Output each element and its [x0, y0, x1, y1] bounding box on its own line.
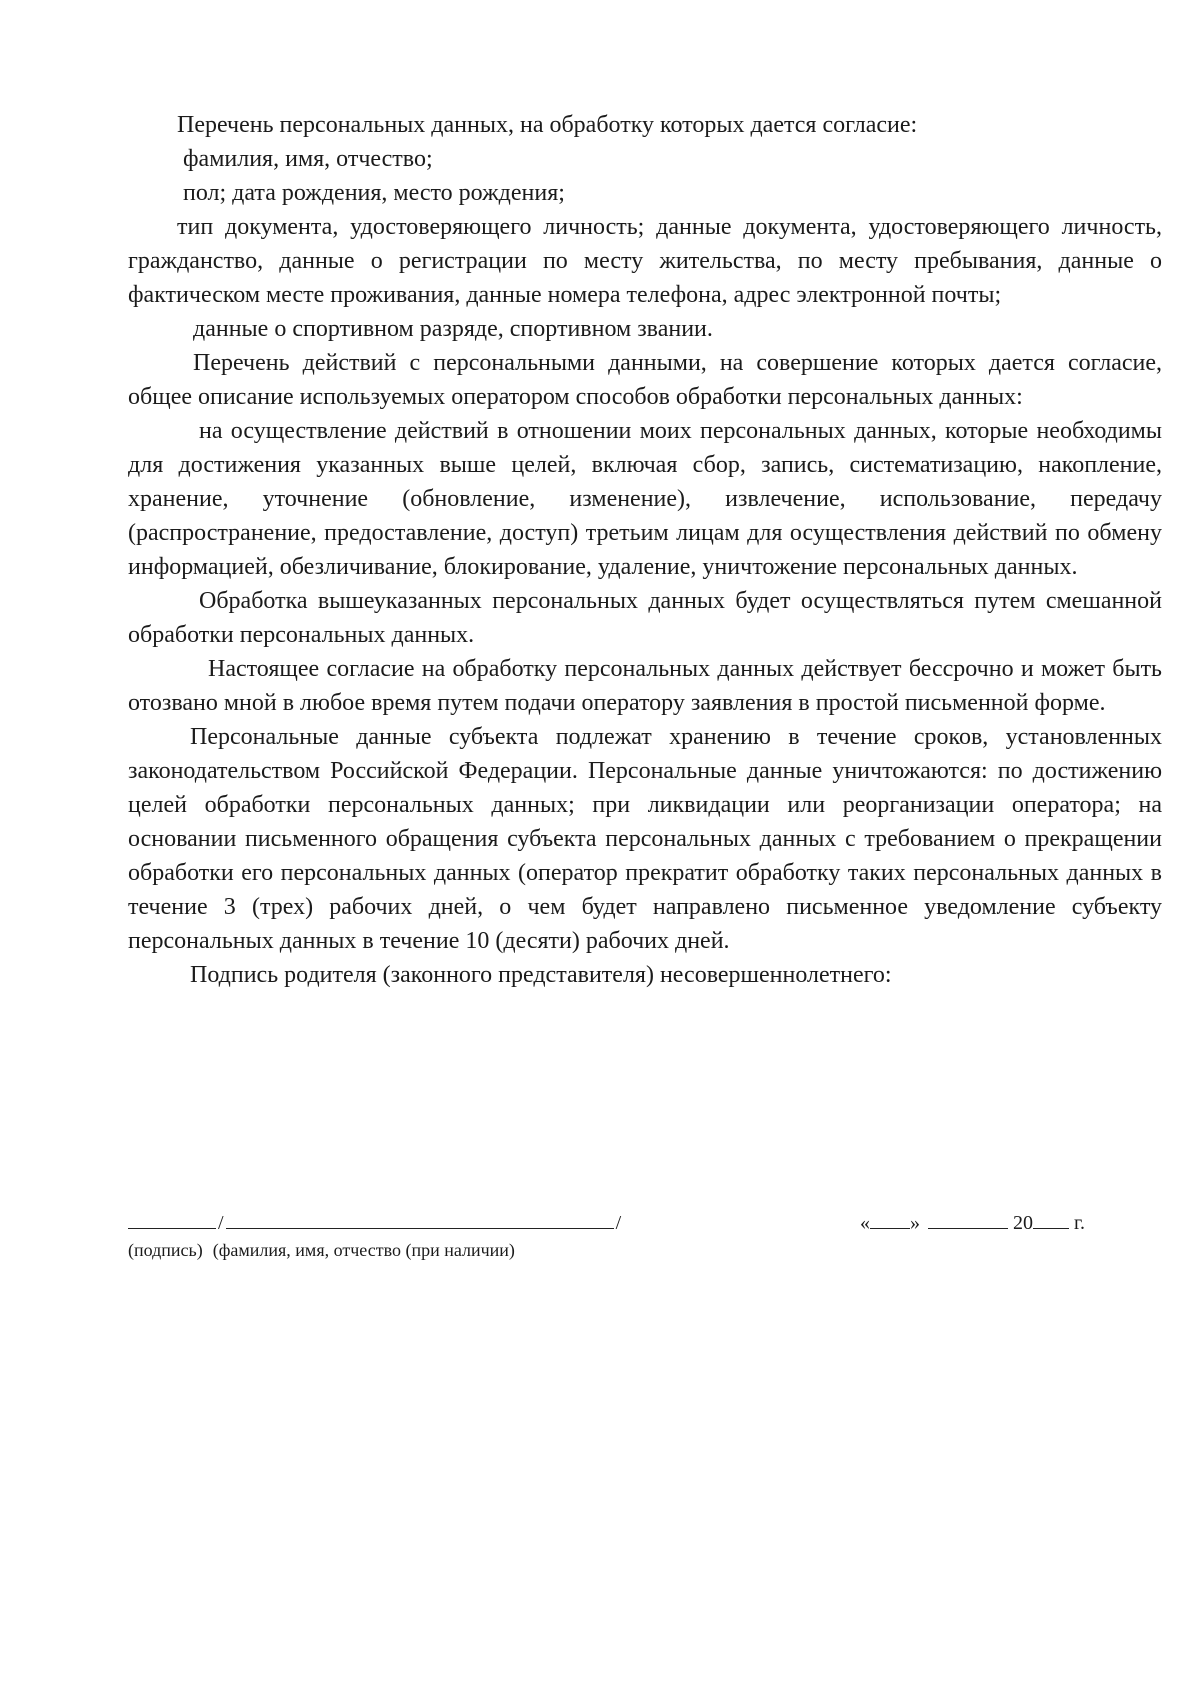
- paragraph-actions-list: на осуществление действий в отношении моих персональных данных, которые необходимы для достижения указанных выше целей, включая сбор, запись, систематизацию, накопление, хранение, уточнение (обновление, изменение), извлечение, использование, передачу (распространение, предоставление, доступ) третьим лицам для осуществления действий по обмену информацией, обезличивание, блокирование, удаление, уничтожение персональных данных.: [128, 418, 1162, 580]
- consent-text: [128, 108, 1162, 992]
- caption-full-name: (фамилия, имя, отчество (при наличии): [212, 1240, 515, 1260]
- full-name-blank[interactable]: [226, 1208, 614, 1229]
- signature-caption: [128, 1238, 515, 1262]
- paragraph-storage-terms: Персональные данные субъекта подлежат хранению в течение сроков, установленных законодательством Российской Федерации. Персональные данные уничтожаются: по достижению целей обработки персональных данных; при ликвидации или реорганизации оператора; на основании письменного обращения субъекта персональных данных с требованием о прекращении обработки его персональных данных (оператор прекратит обработку таких персональных данных в течение 3 (трех) рабочих дней, о чем будет направлено письменное уведомление субъекту персональных данных в течение 10 (десяти) рабочих дней.: [128, 724, 1162, 954]
- paragraph-data-list-heading: Перечень персональных данных, на обработку которых дается согласие:: [177, 112, 918, 138]
- date-fields: [860, 1208, 1085, 1237]
- caption-signature: (подпись): [128, 1240, 203, 1260]
- date-close-quote: »: [910, 1212, 920, 1234]
- name-separator: /: [615, 1212, 622, 1234]
- year-prefix: 20: [1013, 1212, 1033, 1234]
- signature-blank[interactable]: [128, 1208, 216, 1229]
- year-blank[interactable]: [1033, 1208, 1069, 1229]
- signature-fields: [128, 1208, 623, 1237]
- paragraph-identity-document: тип документа, удостоверяющего личность; данные документа, удостоверяющего личность, гражданство, данные о регистрации по месту жительства, по месту пребывания, данные о фактическом месте проживания, данные номера телефона, адрес электронной почты;: [128, 214, 1162, 308]
- paragraph-full-name: фамилия, имя, отчество;: [183, 146, 433, 172]
- year-suffix: г.: [1074, 1212, 1085, 1234]
- paragraph-consent-validity: Настоящее согласие на обработку персональных данных действует бессрочно и может быть отозвано мной в любое время путем подачи оператору заявления в простой письменной форме.: [128, 656, 1162, 716]
- month-blank[interactable]: [928, 1208, 1008, 1229]
- paragraph-gender-birth: пол; дата рождения, место рождения;: [183, 180, 565, 206]
- paragraph-processing-method: Обработка вышеуказанных персональных данных будет осуществляться путем смешанной обработки персональных данных.: [128, 588, 1162, 648]
- paragraph-actions-heading: Перечень действий с персональными данными, на совершение которых дается согласие, общее описание используемых оператором способов обработки персональных данных:: [128, 350, 1162, 410]
- paragraph-signature-heading: Подпись родителя (законного представителя) несовершеннолетнего:: [190, 962, 892, 988]
- date-open-quote: «: [860, 1212, 870, 1234]
- paragraph-sports-rank: данные о спортивном разряде, спортивном звании.: [193, 316, 713, 342]
- signature-separator: /: [218, 1212, 224, 1234]
- day-blank[interactable]: [870, 1208, 910, 1229]
